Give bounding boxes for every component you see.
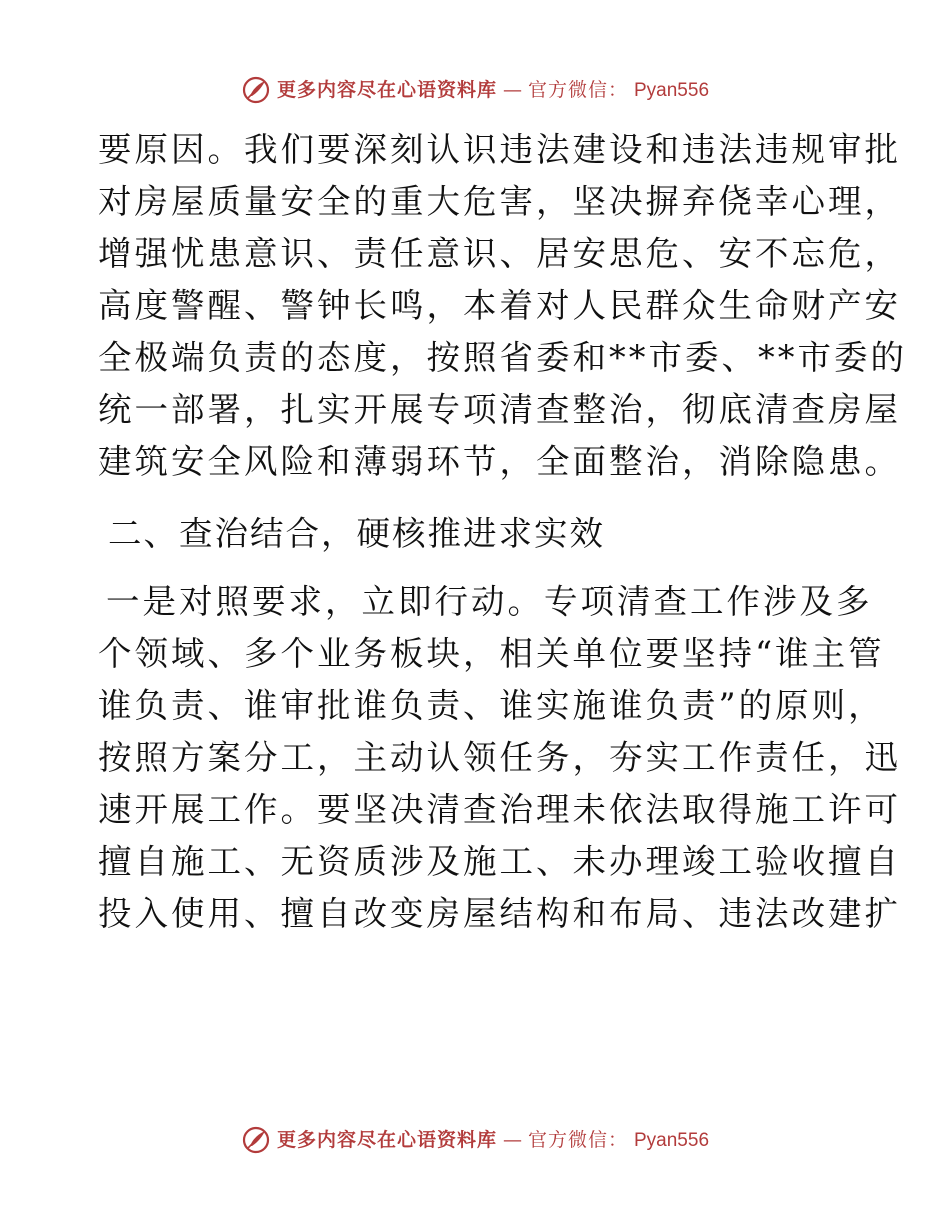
paragraph-1-line: 高度警醒、警钟长鸣，本着对人民群众生命财产安 xyxy=(98,286,901,325)
section-heading-2: 二、查治结合，硬核推进求实效 xyxy=(108,514,605,553)
paragraph-1-line: 全极端负责的态度，按照省委和**市委、**市委的 xyxy=(98,338,907,377)
page-header-watermark xyxy=(0,70,950,110)
paragraph-2-line: 投入使用、擅自改变房屋结构和布局、违法改建扩 xyxy=(98,894,901,933)
paragraph-2-line: 个领域、多个业务板块，相关单位要坚持“谁主管 xyxy=(98,634,885,673)
paragraph-1 xyxy=(98,124,907,488)
watermark-dash: — xyxy=(502,78,522,101)
feather-pen-logo-icon xyxy=(241,1125,271,1155)
watermark-sub-text: 官方微信： xyxy=(527,78,628,101)
watermark-main-text: 更多内容尽在心语资料库 xyxy=(276,78,497,101)
watermark-sub-text: 官方微信： xyxy=(527,1128,628,1151)
paragraph-1-line: 统一部署，扎实开展专项清查整治，彻底清查房屋 xyxy=(98,390,901,429)
document-body xyxy=(98,124,907,940)
feather-pen-logo-icon xyxy=(241,75,271,105)
paragraph-1-line: 对房屋质量安全的重大危害，坚决摒弃侥幸心理， xyxy=(98,182,901,221)
paragraph-2-line: 谁负责、谁审批谁负责、谁实施谁负责”的原则， xyxy=(98,686,885,725)
watermark-wechat-id: Pyan556 xyxy=(634,79,710,101)
paragraph-2-line: 速开展工作。要坚决清查治理未依法取得施工许可 xyxy=(98,790,901,829)
watermark-dash: — xyxy=(502,1128,522,1151)
watermark-brand xyxy=(241,75,709,105)
watermark-brand xyxy=(241,1125,709,1155)
watermark-wechat-id: Pyan556 xyxy=(634,1129,710,1151)
paragraph-2-line: 按照方案分工，主动认领任务，夯实工作责任，迅 xyxy=(98,738,901,777)
watermark-main-text: 更多内容尽在心语资料库 xyxy=(276,1128,497,1151)
page-footer-watermark xyxy=(0,1120,950,1160)
paragraph-2-line: 一是对照要求，立即行动。专项清查工作涉及多 xyxy=(106,582,873,621)
paragraph-1-line: 增强忧患意识、责任意识、居安思危、安不忘危， xyxy=(98,234,901,273)
paragraph-2-line: 擅自施工、无资质涉及施工、未办理竣工验收擅自 xyxy=(98,842,901,881)
paragraph-1-line: 建筑安全风险和薄弱环节，全面整治，消除隐患。 xyxy=(98,442,901,481)
paragraph-2 xyxy=(98,576,901,940)
paragraph-1-line: 要原因。我们要深刻认识违法建设和违法违规审批 xyxy=(98,130,901,169)
